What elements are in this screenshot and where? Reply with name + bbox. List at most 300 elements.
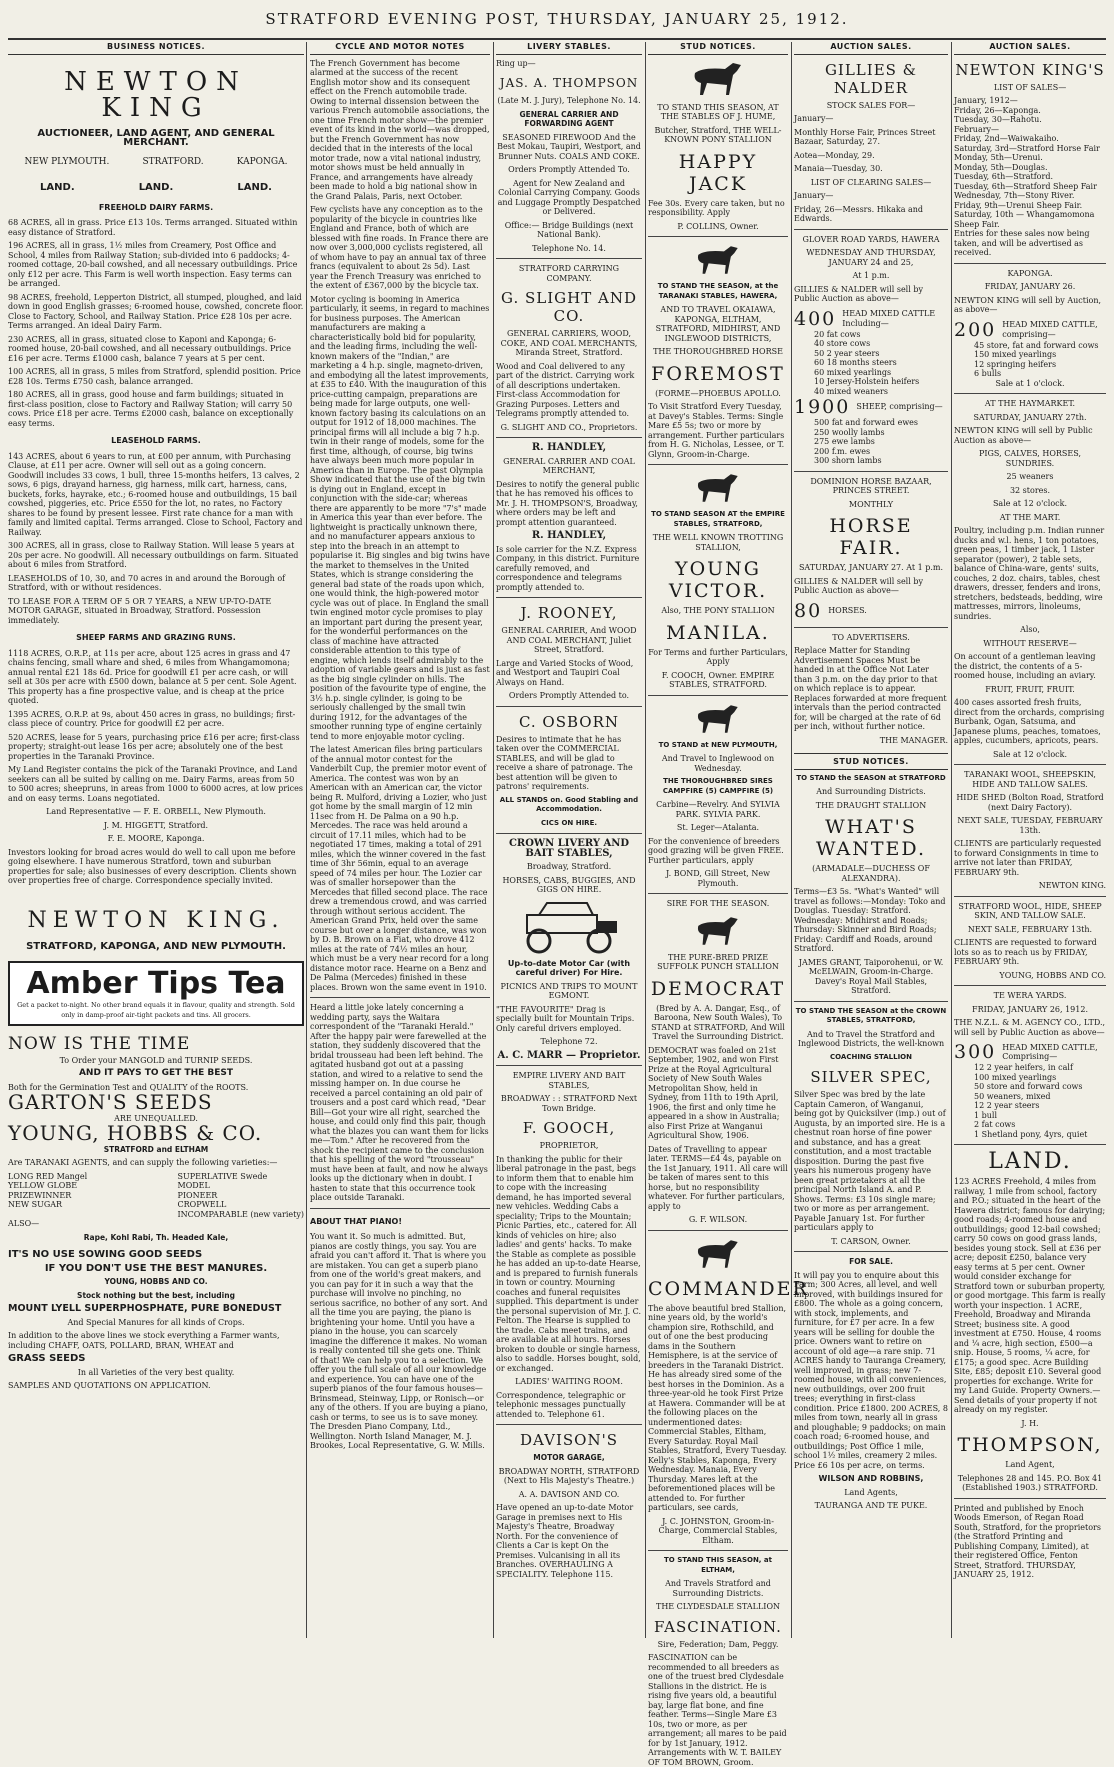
column-header: AUCTION SALES. bbox=[954, 42, 1106, 55]
whats-wanted: WHAT'S WANTED. bbox=[815, 816, 927, 860]
article-paragraph: The latest American files bring particulars of the annual motor contest for the Vanderbilt Cup, the premier motor event of America. The contest was won by an American with an American car, the victor being R. Mulford, driving a Lozier, who just got home by the small margin of 12 min 11sec from H. De Palma on a 90 h.p. Mercedes. The race was held around a circuit of 17.11 miles, which had to be negotiated 17 times, making a total of 291 miles, which the winner covered in the fast time of 3hr 56min, equal to an average speed of 74 miles per hour. The Lozier car was of smaller horsepower than the Mercedes that filled second place. The race drew a tremendous crowd, and was carried through without serious accident. The American Grand Prix, held over the same course but over a longer distance, was won by D. B. Brown on a Fiat, who drove 412 miles at the rate of 74½ miles an hour, which must be a very near record for a long distance motor race. Hearne on a Benz and De Palma (Mercedes) finished in these places. Brown won the same event in 1910. bbox=[310, 745, 489, 992]
sale-item: Tuesday, 6th—Stratford. bbox=[954, 172, 1053, 181]
divider bbox=[496, 1424, 642, 1425]
taranaki-wool: TARANAKI WOOL, SHEEPSKIN, HIDE AND TALLOW SALES. bbox=[964, 770, 1096, 789]
lot-desc: HORSES. bbox=[828, 605, 867, 615]
divider bbox=[794, 471, 948, 472]
column-header: AUCTION SALES. bbox=[794, 42, 948, 55]
special-manures-line: And Special Manures for all kinds of Crops. bbox=[67, 1317, 245, 1327]
democrat-bred: (Bred by A. A. Dangar, Esq., of Baroona, New South Wales), To STAND at STRATFORD, And Will Travel the Surrounding District. bbox=[651, 1003, 785, 1041]
sale-item: Monthly Horse Fair, Princes Street Bazaar, Saturday, 27. bbox=[794, 127, 936, 146]
next-sale: NEXT SALE, FEBRUARY 13th. bbox=[967, 924, 1093, 934]
sire-season: SIRE FOR THE SEASON. bbox=[666, 899, 770, 908]
marr: A. C. MARR — Proprietor. bbox=[497, 1049, 641, 1061]
slight-name: G. SLIGHT AND CO. bbox=[501, 289, 637, 325]
variety: PRIZEWINNER bbox=[8, 1190, 72, 1200]
now-is-the-time: NOW IS THE TIME bbox=[8, 1034, 191, 1054]
horse-icon bbox=[688, 242, 748, 278]
for-sale-body: It will pay you to enquire about this Farm; 300 Acres, all level, and well improved, with buildings insured for £800. The whole as a going concern, with stock, implements, and furniture, for £7 per acre. In a few years will be selling for double the price. Owners want to retire on account of old age—a rare snip. 71 ACRES handy to Tauranga Creamery, well improved, in grass; new 7-roomed house, with all conveniences, new outbuildings, over 200 fruit trees; everything in first-class condition. Price £1800. 200 ACRES, 8 miles from town, nearly all in grass and ploughable; 9 paddocks; on main coach road; 6-roomed house, and outbuildings; Post Office 1 mile, school 1½ miles, creamery 2 miles. Price £6 10s per acre, on terms. bbox=[794, 1270, 948, 1470]
imprint: Printed and published by Enoch Woods Emerson, of Regan Road South, Stratford, for the proprietors (the Stratford Printing and Publishing Company, Limited), at their registered Office, Fenton Street, Stratford. THURSDAY, JANUARY 25, 1912. bbox=[954, 1503, 1101, 1579]
lot-item: 100 mixed yearlings bbox=[974, 1072, 1057, 1082]
representative: J. M. HIGGETT, Stratford. bbox=[103, 820, 209, 830]
column-header: CYCLE AND MOTOR NOTES bbox=[310, 42, 490, 55]
town: NEW PLYMOUTH. bbox=[24, 156, 110, 167]
lot-item: 40 mixed weaners bbox=[814, 386, 888, 396]
thompson-init: J. H. bbox=[1021, 1418, 1039, 1428]
divider bbox=[954, 1144, 1106, 1145]
empire-addr: BROADWAY : : STRATFORD Next Town Bridge. bbox=[500, 1094, 638, 1113]
business-notices-column bbox=[8, 42, 304, 1638]
crown-travel: And to Travel the Stratford and Inglewood Districts, the well-known bbox=[797, 1029, 945, 1048]
listing: 300 ACRES, all in grass, close to Railway Station. Will lease 5 years at 20s per acre. No goodwill. All necessary outbuildings on farm. Situated about 6 miles from Stratford. bbox=[8, 541, 299, 569]
variety: CROPWELL bbox=[177, 1200, 227, 1209]
manager: THE MANAGER. bbox=[879, 735, 948, 745]
fruit-body: 400 cases assorted fresh fruits, direct from the orchards, comprising Burbank, Ogan, Satsuma, and Japanese plums, peaches, tomatoes, apples, cucumbers, apricots, pears. bbox=[954, 698, 1105, 745]
clearing-sales: LIST OF CLEARING SALES— bbox=[810, 177, 932, 187]
agents-line: Are TARANAKI AGENTS, and can supply the following varieties:— bbox=[8, 1158, 278, 1167]
general-carrier: GENERAL CARRIER AND FORWARDING AGENT bbox=[519, 109, 619, 128]
garage-addr: BROADWAY NORTH, STRATFORD (Next to His Majesty's Theatre.) bbox=[498, 1466, 640, 1485]
stock-sales: STOCK SALES FOR— bbox=[826, 100, 916, 110]
representative: F. E. MOORE, Kaponga. bbox=[107, 834, 205, 843]
listing: 520 ACRES, lease for 5 years, purchasing price £16 per acre; first-class property; straight-out lease 16s per acre; absolutely one of the best properties in the Taranaki Province. bbox=[8, 732, 300, 761]
divider bbox=[954, 393, 1106, 394]
travel-notice: AND TO TRAVEL OKAIAWA, KAPONGA, ELTHAM, STRATFORD, MIDHIRST, AND INGLEWOOD DISTRICTS, bbox=[655, 305, 781, 343]
divider bbox=[496, 597, 642, 598]
glover-road: GLOVER ROAD YARDS, HAWERA bbox=[802, 234, 940, 244]
young-victor: YOUNG VICTOR. bbox=[668, 558, 768, 602]
manila: MANILA. bbox=[666, 621, 770, 644]
lot-item: 275 ewe lambs bbox=[814, 437, 875, 446]
ww-body: Terms—£3 5s. "What's Wanted" will travel as follows:—Monday: Toko and Douglas. Tuesday: Stratford. Wednesday: Midhirst and Roads; Thursday: Skinner and Bird Roads; Friday: Cardiff and Roads, around Stratford. bbox=[794, 887, 946, 953]
lot-item: 2 fat cows bbox=[974, 1120, 1016, 1129]
divider bbox=[648, 893, 788, 894]
sale-item: Manaia—Tuesday, 30. bbox=[794, 164, 883, 173]
stand-notice: TO STAND SEASON AT the EMPIRE STABLES, STRATFORD, bbox=[651, 510, 785, 528]
rooney-body: Large and Varied Stocks of Wood, and Westport and Taupiri Coal Always on Hand. bbox=[496, 658, 634, 687]
foremost-pedigree: (FORME—PHOEBUS APOLLO. bbox=[655, 388, 781, 398]
cycle-motor-column bbox=[310, 42, 490, 1638]
newton-king-footer: NEWTON KING. bbox=[27, 907, 285, 933]
sale-item: Friday, 26—Messrs. Hikaka and Edwards. bbox=[794, 204, 924, 223]
rooney-name: J. ROONEY, bbox=[520, 604, 618, 622]
sale-time: Sale at 1 o'clock. bbox=[995, 378, 1065, 388]
sires: THE THOROUGHBRED SIRES CAMPFIRE (5) CAMPFIRE (5) bbox=[662, 777, 774, 795]
foremost: FOREMOST bbox=[651, 362, 785, 385]
crown-addr: Broadway, Stratford. bbox=[526, 862, 612, 871]
lot-count: 80 bbox=[794, 599, 823, 622]
rooney-desc: GENERAL CARRIER, And WOOD AND COAL MERCHANT, Juliet Street, Stratford. bbox=[501, 626, 637, 654]
horse-fair: HORSE FAIR. bbox=[829, 515, 913, 559]
gooch-name: F. GOOCH, bbox=[522, 1119, 616, 1137]
investors-notice: Investors looking for broad acres would do well to call upon me before going elsewhere. I have numerous Stratford, town and suburban properties for sale; also businesses of every description. Clients shown over properties free of charge. Correspondence specially invited. bbox=[8, 847, 297, 885]
divider bbox=[794, 229, 948, 230]
lot-item: 40 store cows bbox=[814, 339, 871, 348]
stand-notice: TO STAND THIS SEASON, AT THE STABLES OF J. HUME, bbox=[657, 102, 779, 121]
johnston: J. C. JOHNSTON, Groom-in-Charge, Commercial Stables, Eltham. bbox=[658, 1516, 778, 1545]
cooch: F. COOCH, Owner. EMPIRE STABLES, STRATFORD. bbox=[661, 670, 775, 689]
telephone: Telephones 28 and 145. P.O. Box 41 (Established 1903.) STRATFORD. bbox=[957, 1473, 1103, 1492]
stratford-eltham: STRATFORD and ELTHAM bbox=[103, 1144, 209, 1154]
divider bbox=[648, 236, 788, 237]
tauranga: TAURANGA AND TE PUKE. bbox=[814, 1501, 928, 1510]
article-paragraph: The French Government has become alarmed at the success of the recent English motor show and its consequent effect on the French automobile trade. Owing to internal dissension between the various French automobile associations, the one time French motor show—the premier event of its kind in the world—was dropped, but the French Government has now decided that in the interests of the local motor trade, now a vital national industry, motor shows must be held annually in France, and arrangements have already been made to hold a big national show in the Grand Palais, Paris, next October. bbox=[310, 58, 490, 201]
column-header: BUSINESS NOTICES. bbox=[8, 42, 304, 55]
stock-line: Stock nothing but the best, including bbox=[77, 1290, 235, 1300]
land-agent: Land Agent, bbox=[1005, 1460, 1055, 1469]
thompson-late: (Late M. J. Jury), Telephone No. 14. bbox=[497, 96, 641, 105]
thoroughbred: THE THOROUGHBRED HORSE bbox=[653, 347, 783, 356]
column-rule bbox=[306, 42, 307, 1638]
article-paragraph: Heard a little joke lately concerning a wedding party, says the Waitara correspondent of the "Taranaki Herald." After the happy pair were farewelled at the station, they suddenly discovered that the bridal trousseau had been left behind. The agitated husband got out at a passing station, and wired to a relative to send the missing hamper on. In due course he received a parcel containing an old pair of trousers and a post card which read, "Dear Bill—Got your wire all right, searched the house, and could only find this pair, though what the blazes you can want them for licks me—Tom." After he recovered from the shock the recipient came to the conclusion that his spelling of the word "trousseau" must have been at fault, and now he always looks up the dictionary when in doubt. I hasten to state that this occurrence took place outside Taranaki. bbox=[310, 1003, 489, 1202]
ss-body: Silver Spec was bred by the late Captain Cameron, of Wanganui, being got by Quicksilver (imp.) out of Augusta, by an imported sire. He is a chestnut roan horse of fine power and substance, and has a great constitution, and a most tractable disposition. During the past five years his numerous progeny have been great prizetakers at all the principal North Island A. and P. Shows. Terms: £3 10s single mare; two or more as per arrangement. Payable January 1st. For further particulars apply to bbox=[794, 1090, 946, 1232]
seed-order-line: To Order your MANGOLD and TURNIP SEEDS. bbox=[59, 1055, 253, 1065]
divider bbox=[496, 437, 642, 438]
no-use-line: IT'S NO USE SOWING GOOD SEEDS bbox=[8, 1249, 203, 1260]
listing: LEASEHOLDS of 10, 30, and 70 acres in and around the Borough of Stratford, with or without residences. bbox=[8, 573, 286, 592]
yhc-sign: YOUNG, HOBBS AND CO. bbox=[999, 970, 1106, 980]
sale-date: FRIDAY, JANUARY 26. bbox=[984, 282, 1076, 291]
listing: 196 ACRES, all in grass, 1½ miles from Creamery, Post Office and School, 4 miles from Railway Station; sub-divided into 6 paddocks; 4-roomed cottage, 20-bail cowshed, and all necessary outbuildings. Price only £12 per acre. This Farm is well worth inspection. Easy terms can be arranged. bbox=[8, 241, 298, 288]
variety: LONG RED Mangel bbox=[8, 1171, 88, 1181]
land-heading: LAND. bbox=[988, 1149, 1072, 1174]
travel-notice: And Travel to Inglewood on Wednesday. bbox=[661, 754, 775, 773]
haymarket: AT THE HAYMARKET. bbox=[984, 399, 1076, 408]
silver-spec: SILVER SPEC, bbox=[810, 1068, 932, 1086]
sale-item: Friday, 9th—Urenui Sheep Fair. bbox=[954, 200, 1083, 210]
sale-item: Tuesday, 6th—Stratford Sheep Fair bbox=[954, 181, 1097, 191]
trotting: THE WELL KNOWN TROTTING STALLION, bbox=[652, 533, 784, 552]
cattle-lot bbox=[794, 308, 948, 330]
column-rule bbox=[951, 42, 952, 1638]
lot-desc: HEAD MIXED CATTLE Including— bbox=[842, 309, 936, 328]
telephone: Telephone No. 14. bbox=[532, 243, 606, 253]
column-header: STUD NOTICES. bbox=[648, 42, 788, 55]
lot-item: 1 Shetland pony, 4yrs, quiet bbox=[974, 1129, 1088, 1139]
lot-item: 150 mixed yearlings bbox=[974, 350, 1057, 359]
suffolk: THE PURE-BRED PRIZE SUFFOLK PUNCH STALLION bbox=[657, 952, 779, 971]
sale-item: Monday, 5th—Urenui. bbox=[954, 153, 1043, 162]
article-paragraph: Few cyclists have any conception as to the popularity of the bicycle in countries like England and France, both of which are blessed with fine roads. In France there are now over 3,000,000 cyclists registered, all of whom have to pay an annual tax of three francs (equivalent to about 2s 5d). Last year the French Treasury was enriched to the extent of £367,000 by the bicycle tax. bbox=[310, 205, 489, 290]
fruit: FRUIT, FRUIT, FRUIT. bbox=[985, 684, 1075, 694]
osborn-body: Desires to intimate that he has taken over the COMMERCIAL STABLES, and will be glad to receive a share of patronage. The best attention will be given to patrons' requirements. bbox=[496, 734, 633, 791]
auction-sales-column-2 bbox=[954, 42, 1106, 1638]
stand-notice: TO STAND THIS SEASON, at ELTHAM, bbox=[664, 1556, 772, 1574]
horse-icon bbox=[688, 701, 748, 737]
foremost-body: To Visit Stratford Every Tuesday, at Davey's Stables. Terms: Single Mare £5 5s; two or more by arrangement. Further particulars from H. G. Nicholas, Lessee, or T. Glynn, Groom-in-Charge. bbox=[648, 402, 785, 459]
divider bbox=[496, 1065, 642, 1066]
sale-date: SATURDAY, JANUARY 27. At 1 p.m. bbox=[798, 563, 944, 572]
clients: CLIENTS are requested to forward lots so as to reach us by FRIDAY, FEBRUARY 9th. bbox=[954, 938, 1097, 966]
fascination: FASCINATION. bbox=[654, 1617, 782, 1636]
surrounding: And Surrounding Districts. bbox=[816, 787, 926, 796]
butcher: Butcher, Stratford, THE WELL-KNOWN PONY STALLION bbox=[654, 125, 782, 144]
sale-date: SATURDAY, JANUARY 27th. bbox=[973, 412, 1087, 422]
lot-item: 300 shorn lambs bbox=[814, 456, 882, 465]
thompson-name: THOMPSON, bbox=[957, 1434, 1103, 1456]
entries: Entries for these sales now being taken, and will be advertised as received. bbox=[954, 229, 1090, 257]
divider bbox=[648, 1550, 788, 1551]
commander-body: The above beautiful bred Stallion, nine years old, by the world's champion sire, Rothschild, and out of one the best producing dams in the Southern Hemisphere, is at the service of breeders in the Taranaki District. He has already sired some of the best horses in the Dominion. As a three-year-old he took First Prize at Hawera. Commander will be at the following places on the undermentioned dates: Commercial Stables, Eltham, Every Saturday. Royal Mail Stables, Stratford, Every Tuesday. Kelly's Stables, Kaponga, Every Wednesday. Manaia, Every Thursday. Mares left at the beforementioned places will be attended to. For further particulars, see cards, bbox=[648, 1303, 787, 1512]
divider bbox=[310, 1208, 490, 1209]
listing: 1395 ACRES, O.R.P. at 9s, about 450 acres in grass, no buildings; first-class piece of country. Price for goodwill £2 per acre. bbox=[8, 709, 296, 728]
dominion-bazaar: DOMINION HORSE BAZAAR, PRINCES STREET. bbox=[810, 476, 932, 495]
sale-item: February— bbox=[954, 124, 1000, 134]
varieties-left bbox=[8, 1172, 87, 1220]
horse-icon bbox=[688, 470, 748, 506]
wilson-robbins: WILSON AND ROBBINS, bbox=[818, 1474, 924, 1483]
crown-horses: HORSES, CABS, BUGGIES, AND GIGS ON HIRE. bbox=[502, 875, 636, 894]
correspondence: Correspondence, telegraphic or telephonic messages punctually attended to. Telephone 61. bbox=[496, 1390, 626, 1419]
convenience: For the convenience of breeders good grazing will be given FREE. Further particulars, apply bbox=[648, 836, 784, 865]
lot-count: 300 bbox=[954, 1041, 997, 1063]
lot-item: 12 springing heifers bbox=[974, 359, 1057, 369]
cattle-list bbox=[954, 341, 1106, 379]
lot-item: 1 bull bbox=[974, 1110, 998, 1120]
pigs: PIGS, CALVES, HORSES, SUNDRIES. bbox=[979, 449, 1081, 468]
motor-car-icon bbox=[509, 899, 629, 955]
cics: CICS ON HIRE. bbox=[540, 818, 598, 827]
variety: INCOMPARABLE (new variety) bbox=[177, 1209, 304, 1219]
lot-item: 20 fat cows bbox=[814, 329, 861, 339]
freehold-heading: FREEHOLD DAIRY FARMS. bbox=[98, 202, 214, 212]
sale-date: WEDNESDAY AND THURSDAY, JANUARY 24 and 25, bbox=[806, 248, 936, 267]
clydesdale: THE CLYDESDALE STALLION bbox=[655, 1602, 781, 1611]
carson: T. CARSON, Owner. bbox=[831, 1236, 911, 1246]
lot-desc: HEAD MIXED CATTLE, comprising— bbox=[1002, 320, 1098, 339]
divider bbox=[310, 997, 490, 998]
monthly: MONTHLY bbox=[848, 499, 894, 509]
divider bbox=[954, 263, 1106, 264]
slight-body: Wood and Coal delivered to any part of the district. Carrying work of all descriptions undertaken. First-class Accommodation for Grazing Purposes. Letters and Telegrams promptly attended to. bbox=[496, 361, 635, 418]
democrat: DEMOCRAT bbox=[650, 977, 786, 1000]
column-header: STUD NOTICES. bbox=[794, 753, 948, 770]
horse-icon bbox=[683, 59, 753, 99]
handley-sign: R. HANDLEY, bbox=[531, 530, 607, 541]
lot-item: 10 Jersey-Holstein heifers bbox=[814, 377, 920, 386]
listing: 1118 ACRES, O.R.P., at 11s per acre, about 125 acres in grass and 47 chains fencing, small whare and shed, 6 miles from Whangamomona; annual rental £21 18s 6d. Price for goodwill £1 per acre cash, or will sell at 30s per acre with £500 down, balance at 5 per cent. Sole Agent. This property has a fine prospective value, and is cheap at the price quoted. bbox=[8, 648, 297, 705]
varieties-right bbox=[178, 1172, 305, 1220]
rape-line: Rape, Kohl Rabi, Th. Headed Kale, bbox=[83, 1232, 229, 1242]
variety: MODEL bbox=[177, 1181, 210, 1190]
towns-row bbox=[8, 158, 304, 168]
lot-item: 6 bulls bbox=[974, 369, 1002, 378]
livery-stables-column bbox=[496, 42, 642, 1638]
stand-notice: TO STAND THE SEASON, at the TARANAKI STABLES, HAWERA, bbox=[657, 282, 779, 300]
thompson-name: JAS. A. THOMPSON bbox=[499, 76, 639, 90]
office: Office:— Bridge Buildings (next National Bank). bbox=[504, 220, 634, 239]
fascination-body: FASCINATION can be recommended to all breeders as one of the truest bred Clydesdale Stallions in the district. He is rising five years old, a beautiful bay, large flat bone, and fine feather. Terms—Single Mare £3 10s, two or more, as per arrangement; all mares to be paid for by 1st January, 1912. Arrangements with W. T. BAILEY OF TOM BROWN, Groom. bbox=[648, 1653, 787, 1767]
sale-item: Saturday, 10th — Whangamomona Sheep Fair. bbox=[954, 210, 1095, 229]
lot-item: 60 mixed yearlings bbox=[814, 367, 892, 377]
sale-date: FRIDAY, JANUARY 26, 1912. bbox=[972, 1004, 1088, 1014]
land-label: LAND. bbox=[40, 182, 75, 193]
varieties bbox=[8, 1172, 304, 1220]
column-rule bbox=[493, 42, 494, 1638]
piano-heading: ABOUT THAT PIANO! bbox=[310, 1216, 402, 1226]
divider bbox=[496, 258, 642, 259]
motor-garage: MOTOR GARAGE, bbox=[533, 1453, 605, 1462]
sale-time: Sale at 12 o'clock. bbox=[992, 499, 1068, 508]
listing: 230 ACRES, all in grass, situated close to Kaponi and Kaponga; 6-roomed house, 20-bail cowshed, and all necessary outbuildings. Price £16 per acre. Terms £1000 cash, balance 7 years at 5 per cent. bbox=[8, 334, 291, 363]
town: STRATFORD. bbox=[142, 156, 204, 167]
kaponga: KAPONGA. bbox=[1007, 268, 1053, 278]
stratford-wool: STRATFORD WOOL, HIDE, SHEEP SKIN, AND TALLOW SALE. bbox=[958, 901, 1102, 920]
variety: NEW SUGAR bbox=[8, 1200, 63, 1209]
mart: AT THE MART. bbox=[999, 512, 1061, 522]
rooney-orders: Orders Promptly Attended to. bbox=[508, 691, 630, 700]
pays-line: AND IT PAYS TO GET THE BEST bbox=[78, 1068, 234, 1078]
stand-notice: TO STAND the SEASON at STRATFORD bbox=[796, 773, 946, 782]
happy-jack: HAPPY JACK bbox=[678, 150, 758, 195]
horse-icon bbox=[688, 913, 748, 949]
nk-sign: NEWTON KING. bbox=[1038, 881, 1106, 890]
draught-stallion: THE DRAUGHT STALLION bbox=[815, 800, 927, 810]
article-paragraph: Motor cycling is booming in America particularly, it seems, in regard to machines for business purposes. The American manufacturers are making a characteristically bold bid for popularity, and the leading firms, including the well-known makers of the "Indian," are marketing a 4 h.p. single, magneto-driven, and embodying all the latest improvements, at £35 to £40. With the inauguration of this price-cutting campaign, preparations are being made for large outputs, one well-known factory basing its calculations on an output for 1912 of 18,000 machines. The principal firms will all include a big 7 h.p. twin in their range of models, some for the first time, although, of course, big twins have always been much more popular in America than in Europe. The past Olympia Show indicated that the use of the big twin is dying out in England, except in conjunction with the side-car; whereas there are apparently to be more "7's" made in America this year than ever before. The lightweight is practically unknown there, and no manufacturer appears anxious to step into the breach in an attempt to popularise it. Big singles and big twins have the market to themselves in the United States, which is strange considering the general bad state of the roads upon which, one would think, the high-powered motor cycle was out of place. In England the small twin engined motor cycle promises to play an important part during the present year, for the wonderful performances on the class of machine have attracted considerable attention to this type of engine, which lends itself admirably to the adoption of variable gears and is just as fast as the big single cylinder on hills. The position of the favourite type of engine, the 3½ h.p. single cylinder, is going to be seriously challenged by the small twin during 1912, for the advantages of the smoother running type of engine certainly tend to more enjoyable motor cycling. bbox=[310, 294, 490, 741]
divider bbox=[496, 706, 642, 707]
davison-body: Have opened an up-to-date Motor Garage in premises next to His Majesty's Theatre, Broadway North. For the convenience of Clients a Car is kept On the Premises. Vulcanising in all its Branches. OVERHAULING A SPECIALITY. Telephone 115. bbox=[496, 1503, 634, 1579]
also-pony: Also, THE PONY STALLION bbox=[661, 606, 775, 615]
divider bbox=[794, 1001, 948, 1002]
lot-desc: HEAD MIXED CATTLE, Comprising— bbox=[1002, 1042, 1098, 1061]
amber-tips-tea-ad bbox=[8, 961, 304, 1026]
young-hobbs: YOUNG, HOBBS & CO. bbox=[8, 1121, 263, 1145]
democrat-dates: Dates of Travelling to appear later. TERMS—£4 4s, payable on the 1st January, 1911. All care will be taken of mares sent to this horse, but no responsibility whatever. For further particulars, apply to bbox=[648, 1144, 788, 1211]
collins: P. COLLINS, Owner. bbox=[677, 221, 759, 231]
ring-up: Ring up— bbox=[496, 58, 536, 68]
representative: Land Representative — F. E. ORBELL, New Plymouth. bbox=[46, 807, 266, 816]
lot-count: 400 bbox=[794, 307, 837, 330]
town: KAPONGA. bbox=[236, 156, 288, 167]
list-of-sales: LIST OF SALES— bbox=[993, 82, 1067, 92]
mart-body: Poultry, including p.m. Indian runner ducks and w.l. hens, 1 ton potatoes, green peas, 1 timber jack, 1 Lister separator (power), 2 table sets, balance of China-ware, gents' suits, couches, 2 doz. chairs, tables, chest drawers, dresser, fenders and irons, stretchers, bedsteads, bedding, wire mattresses, mirrors, linoleums, sundries. bbox=[954, 526, 1105, 621]
lot-item: 12 2 year steers bbox=[974, 1101, 1040, 1110]
divider bbox=[954, 1498, 1106, 1499]
lot-item: 25 weaners bbox=[1006, 472, 1054, 481]
masthead-rule bbox=[8, 38, 1106, 40]
variety: SUPERLATIVE Swede bbox=[177, 1171, 268, 1181]
sheep-lot bbox=[794, 396, 948, 418]
sale-item: Monday, 5th—Douglas. bbox=[954, 162, 1048, 172]
sales-list bbox=[954, 96, 1106, 229]
addition-line: In addition to the above lines we stock everything a Farmer wants, including CHAFF, OATS, POLLARD, BRAN, WHEAT and bbox=[8, 1331, 280, 1350]
davison-name: DAVISON'S bbox=[520, 1431, 618, 1449]
carrying-company: STRATFORD CARRYING COMPANY. bbox=[518, 264, 620, 283]
commander: COMMANDER bbox=[648, 1277, 809, 1300]
handley-body: Desires to notify the general public that he has removed his offices to Mr. J. H. THOMPSON'S, Broadway, where orders may be left and prompt attention guaranteed. bbox=[496, 479, 640, 527]
picnics: PICNICS AND TRIPS TO MOUNT EGMONT. bbox=[500, 981, 638, 1000]
to-advertisers: TO ADVERTISERS. bbox=[832, 632, 910, 642]
sale-item: Tuesday, 30—Rahotu. bbox=[954, 115, 1042, 124]
samples-line: SAMPLES AND QUOTATIONS ON APPLICATION. bbox=[8, 1381, 211, 1390]
lot-item: 45 store, fat and forward cows bbox=[974, 340, 1099, 350]
stand-notice: TO STAND at NEW PLYMOUTH, bbox=[658, 740, 778, 749]
agent: Agent for New Zealand and Colonial Carrying Company. Goods and Luggage Promptly Despatched or Delivered. bbox=[497, 178, 641, 216]
telephone: Telephone 72. bbox=[540, 1037, 598, 1046]
ww-pedigree: (ARMADALE—DUCHESS OF ALEXANDRA). bbox=[812, 864, 930, 883]
lot-count: 1900 bbox=[794, 396, 851, 418]
gillies-sell: GILLIES & NALDER will sell by Public Auction as above— bbox=[794, 576, 923, 595]
column-rule bbox=[791, 42, 792, 1638]
variety: PIONEER bbox=[177, 1190, 218, 1200]
lot-item: 50 store and forward cows bbox=[974, 1082, 1083, 1091]
nk-sell: NEWTON KING will sell by Public Auction as above— bbox=[954, 426, 1093, 445]
divider bbox=[648, 464, 788, 465]
lot-item: 500 fat and forward ewes bbox=[814, 418, 919, 427]
sale-item: January— bbox=[794, 114, 834, 123]
lot-count: 200 bbox=[954, 318, 997, 341]
gillies-nalder: GILLIES & NALDER bbox=[824, 60, 918, 97]
lot-desc: SHEEP, comprising— bbox=[856, 402, 943, 412]
divider bbox=[794, 1251, 948, 1252]
nk-sell: NEWTON KING will sell by Auction, as above— bbox=[954, 295, 1102, 314]
sheep-list bbox=[794, 418, 948, 466]
without-reserve: WITHOUT RESERVE— bbox=[983, 638, 1077, 648]
stand-notice: TO STAND THE SEASON at the CROWN STABLES, STRATFORD, bbox=[795, 1006, 947, 1024]
sheep-heading: SHEEP FARMS AND GRAZING RUNS. bbox=[76, 633, 236, 642]
land-row bbox=[8, 183, 304, 193]
osborn-name: C. OSBORN bbox=[518, 712, 620, 731]
tea-subtitle: Get a packet to-night. No other brand equals it in flavour, quality and strength. Sold only in damp-proof air-tight packets and tins. All grocers. bbox=[17, 1001, 295, 1019]
motor-car-hire: Up-to-date Motor Car (with careful driver) For Hire. bbox=[507, 958, 631, 977]
horse-icon bbox=[688, 1236, 748, 1272]
mount-lyell-line: MOUNT LYELL SUPERPHOSPHATE, PURE BONEDUST bbox=[8, 1303, 282, 1314]
sale-item: Saturday, 3rd—Stratford Horse Fair bbox=[954, 143, 1100, 153]
listing: My Land Register contains the pick of the Taranaki Province, and Land seekers can all be suited by calling on me. Dairy Farms, areas from 50 to 500 acres; sheepruns, in areas from 1000 to 6000 acres, at low prices and on easy terms. Loans negotiated. bbox=[8, 765, 303, 803]
handley-name: R. HANDLEY, bbox=[531, 442, 607, 453]
sale-time: Sale at 12 o'clock. bbox=[992, 749, 1068, 759]
lot-item: 12 2 year heifers, in calf bbox=[974, 1063, 1073, 1072]
lot-item: 50 weaners, mixed bbox=[974, 1091, 1051, 1101]
grass-seeds: GRASS SEEDS bbox=[8, 1353, 86, 1364]
all-stands: ALL STANDS on. Good Stabling and Accommodation. bbox=[499, 795, 639, 813]
listing: 180 ACRES, all in grass, good house and farm buildings; situated in first-class position, close to Factory and Railway Station; will carry 50 cows. Price £18 per acre. Terms £2000 cash, balance on exceptionally easy terms. bbox=[8, 390, 294, 428]
listing: 98 ACRES, freehold, Lepperton District, all stumped, ploughed, and laid down in good English grasses; 6-roomed house, cowshed, concrete floor. Close to Factory, School, and Railway Station. Price £28 10s per acre. Terms arranged. An ideal Dairy Farm. bbox=[8, 292, 304, 330]
variety: YELLOW GLOBE bbox=[8, 1181, 78, 1190]
masthead: STRATFORD EVENING POST, THURSDAY, JANUARY 25, 1912. bbox=[265, 10, 849, 28]
bond: J. BOND, Gill Street, New Plymouth. bbox=[666, 869, 770, 888]
gooch-prop: PROPRIETOR, bbox=[539, 1141, 599, 1150]
newton-kings: NEWTON KING'S bbox=[955, 60, 1105, 79]
next-sale: NEXT SALE, TUESDAY, FEBRUARY 13th. bbox=[957, 816, 1103, 835]
for-sale: FOR SALE. bbox=[849, 1257, 893, 1266]
leasehold-heading: LEASEHOLD FARMS. bbox=[111, 436, 201, 445]
lot-item: 250 woolly lambs bbox=[814, 427, 885, 437]
divider bbox=[648, 1230, 788, 1231]
divider bbox=[954, 764, 1106, 765]
gooch-body: In thanking the public for their liberal patronage in the past, begs to inform them that to enable him to cope with the increasing demand, he has imported several new vehicles. Wedding Cabs a speciality; Trips to the Mountain; Picnic Parties, etc., catered for. All kinds of vehicles on hire; also ladies' and gents' hacks. To make the Stable as complete as possible he has added an up-to-date Hearse, and is prepared to furnish funerals in town or country. Mourning coaches and funeral requisites supplied. This department is under the personal supervision of Mr. J. C. Felton. The Hearse is supplied to the trade. Cabs meet trains, and are available at all hours. Horses broken to double or single harness, also to saddle. Horses bought, sold, or exchanged. bbox=[496, 1154, 642, 1373]
favourite-drag: "THE FAVOURITE" Drag is specially built for Mountain Trips. Only careful drivers employed. bbox=[496, 1004, 635, 1033]
divider bbox=[648, 695, 788, 696]
land-agents: Land Agents, bbox=[844, 1487, 898, 1497]
divider bbox=[954, 896, 1106, 897]
slight-sign: G. SLIGHT AND CO., Proprietors. bbox=[500, 422, 638, 432]
listing: TO LEASE FOR A TERM OF 5 OR 7 YEARS, a NEW UP-TO-DATE MOTOR GARAGE, situated in Broadway, Stratford. Possession immediately. bbox=[8, 596, 272, 625]
gartons-seeds: GARTON'S SEEDS bbox=[8, 1090, 213, 1114]
variety-quality-line: In all Varieties of the very best quality. bbox=[77, 1367, 235, 1377]
handley-body2: Is sole carrier for the N.Z. Express Company, in this district. Furniture carefully removed, and correspondence and telegrams promptly attended to. bbox=[496, 544, 640, 592]
gillies-sell: GILLIES & NALDER will sell by Public Auction as above— bbox=[794, 284, 923, 303]
land-label: LAND. bbox=[237, 182, 272, 193]
clients: CLIENTS are particularly requested to forward Consignments in time to arrive not later than FRIDAY, FEBRUARY 9th. bbox=[954, 839, 1102, 877]
sale-time: At 1 p.m. bbox=[852, 271, 890, 280]
column-rule bbox=[645, 42, 646, 1638]
hide-shed: HIDE SHED (Bolton Road, Stratford (next Dairy Factory). bbox=[956, 793, 1104, 812]
also-line: ALSO— bbox=[8, 1219, 40, 1228]
democrat-body: DEMOCRAT was foaled on 21st September, 1902, and won First Prize at the Royal Agricultural Society of New South Wales Metropolitan Show, held in Sydney, from 11th to 19th April, 1906, the first and only time he appeared in a show in Australia; also First Prize at Wanganui Agricultural Show, 1906. bbox=[648, 1045, 780, 1140]
travel-notice: And Travels Stratford and Surrounding Districts. bbox=[665, 1579, 771, 1598]
newton-king-title: NEWTON KING bbox=[64, 66, 248, 123]
